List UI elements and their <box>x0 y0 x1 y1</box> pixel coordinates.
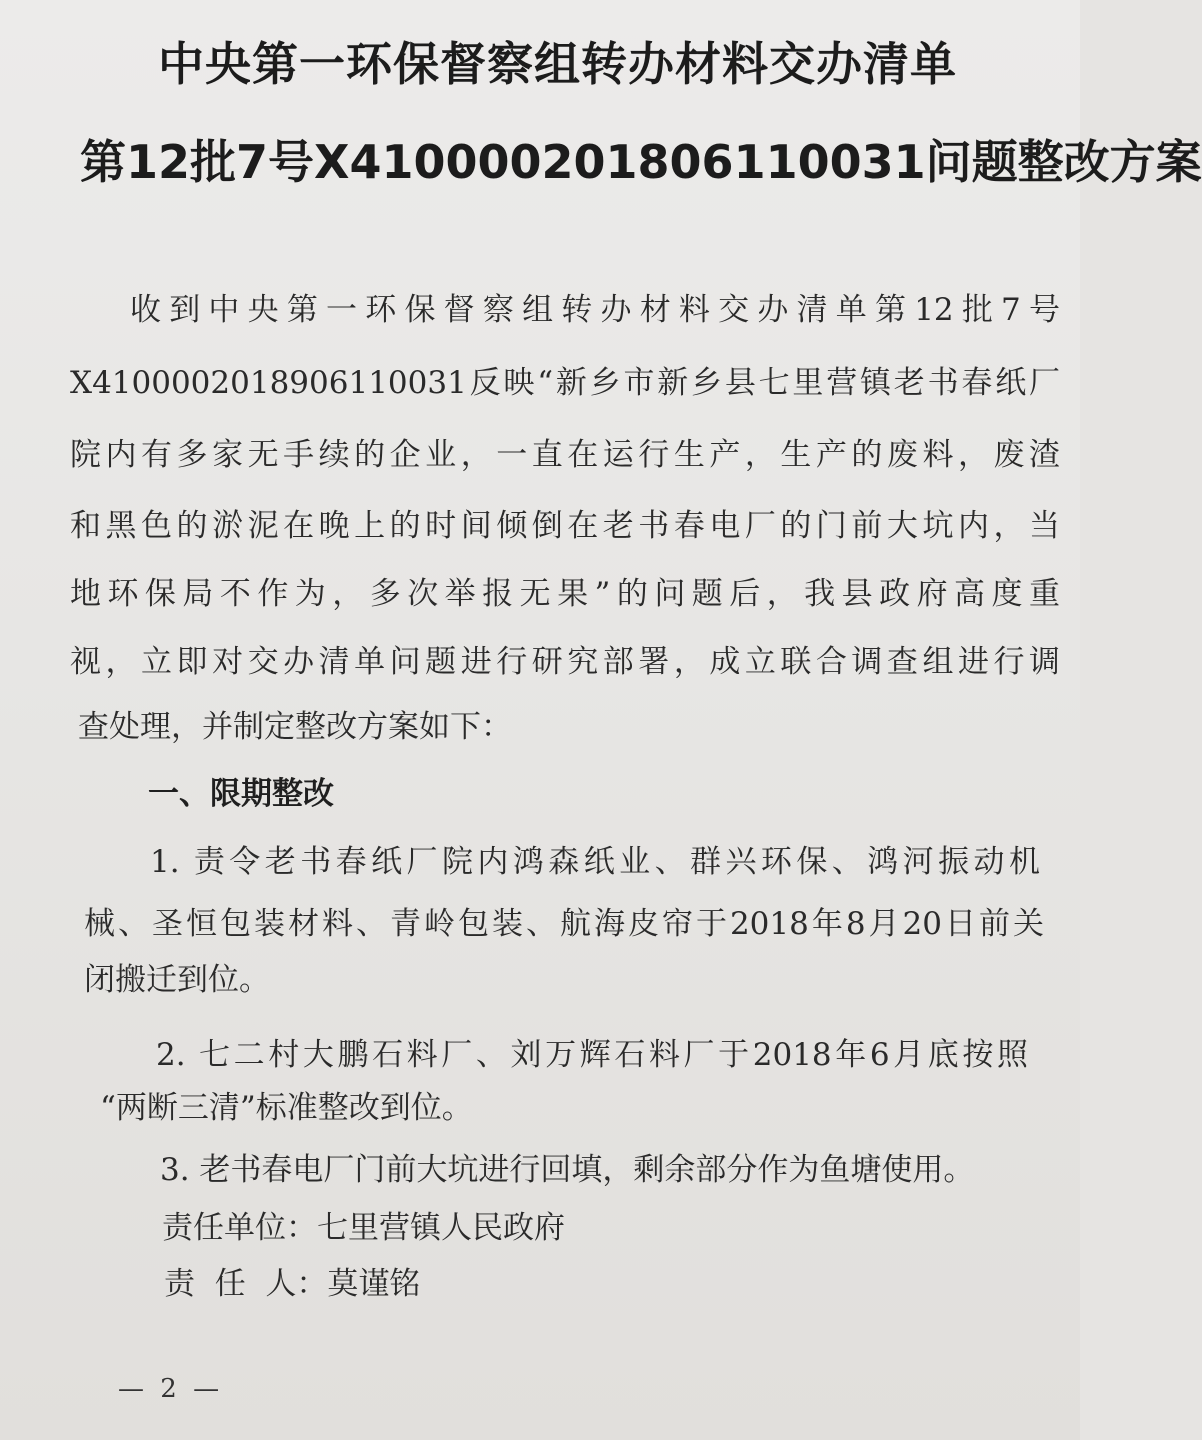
intro-line-1: 收到中央第一环保督察组转办材料交办清单第12批7号 <box>130 292 1060 328</box>
item3-line: 3. 老书春电厂门前大坑进行回填，剩余部分作为鱼塘使用。 <box>160 1152 975 1188</box>
item2-line-2: “两断三清”标准整改到位。 <box>100 1090 473 1126</box>
responsible-person: 责 任 人：莫谨铭 <box>164 1266 421 1302</box>
item1-line-2: 械、圣恒包装材料、青岭包装、航海皮帘于2018年8月20日前关 <box>84 906 1044 942</box>
section-heading-rectification: 一、限期整改 <box>148 776 334 812</box>
page-number: — 2 — <box>118 1374 224 1404</box>
document-title-line-1: 中央第一环保督察组转办材料交办清单 <box>158 37 957 91</box>
responsible-unit: 责任单位：七里营镇人民政府 <box>162 1210 565 1246</box>
intro-line-6: 视，立即对交办清单问题进行研究部署，成立联合调查组进行调 <box>70 644 1060 680</box>
document-title-line-2: 第12批7号X41000020180611003​1问题整改方案 <box>80 135 1202 189</box>
item1-line-3: 闭搬迁到位。 <box>84 962 270 998</box>
item2-line-1: 2. 七二村大鹏石料厂、刘万辉石料厂于2018年6月底按照 <box>156 1037 1028 1073</box>
item1-line-1: 1. 责令老书春纸厂院内鸿森纸业、群兴环保、鸿河振动机 <box>150 844 1040 880</box>
intro-line-3: 院内有多家无手续的企业，一直在运行生产，生产的废料，废渣 <box>70 437 1060 473</box>
intro-line-7: 查处理，并制定整改方案如下： <box>78 709 512 745</box>
intro-line-4: 和黑色的淤泥在晚上的时间倾倒在老书春电厂的门前大坑内，当 <box>70 508 1060 544</box>
intro-line-2: X410000201890611003​1反映“新乡市新乡县七里营镇老书春纸厂 <box>70 365 1060 401</box>
intro-line-5: 地环保局不作为，多次举报无果”的问题后，我县政府高度重 <box>70 576 1060 612</box>
